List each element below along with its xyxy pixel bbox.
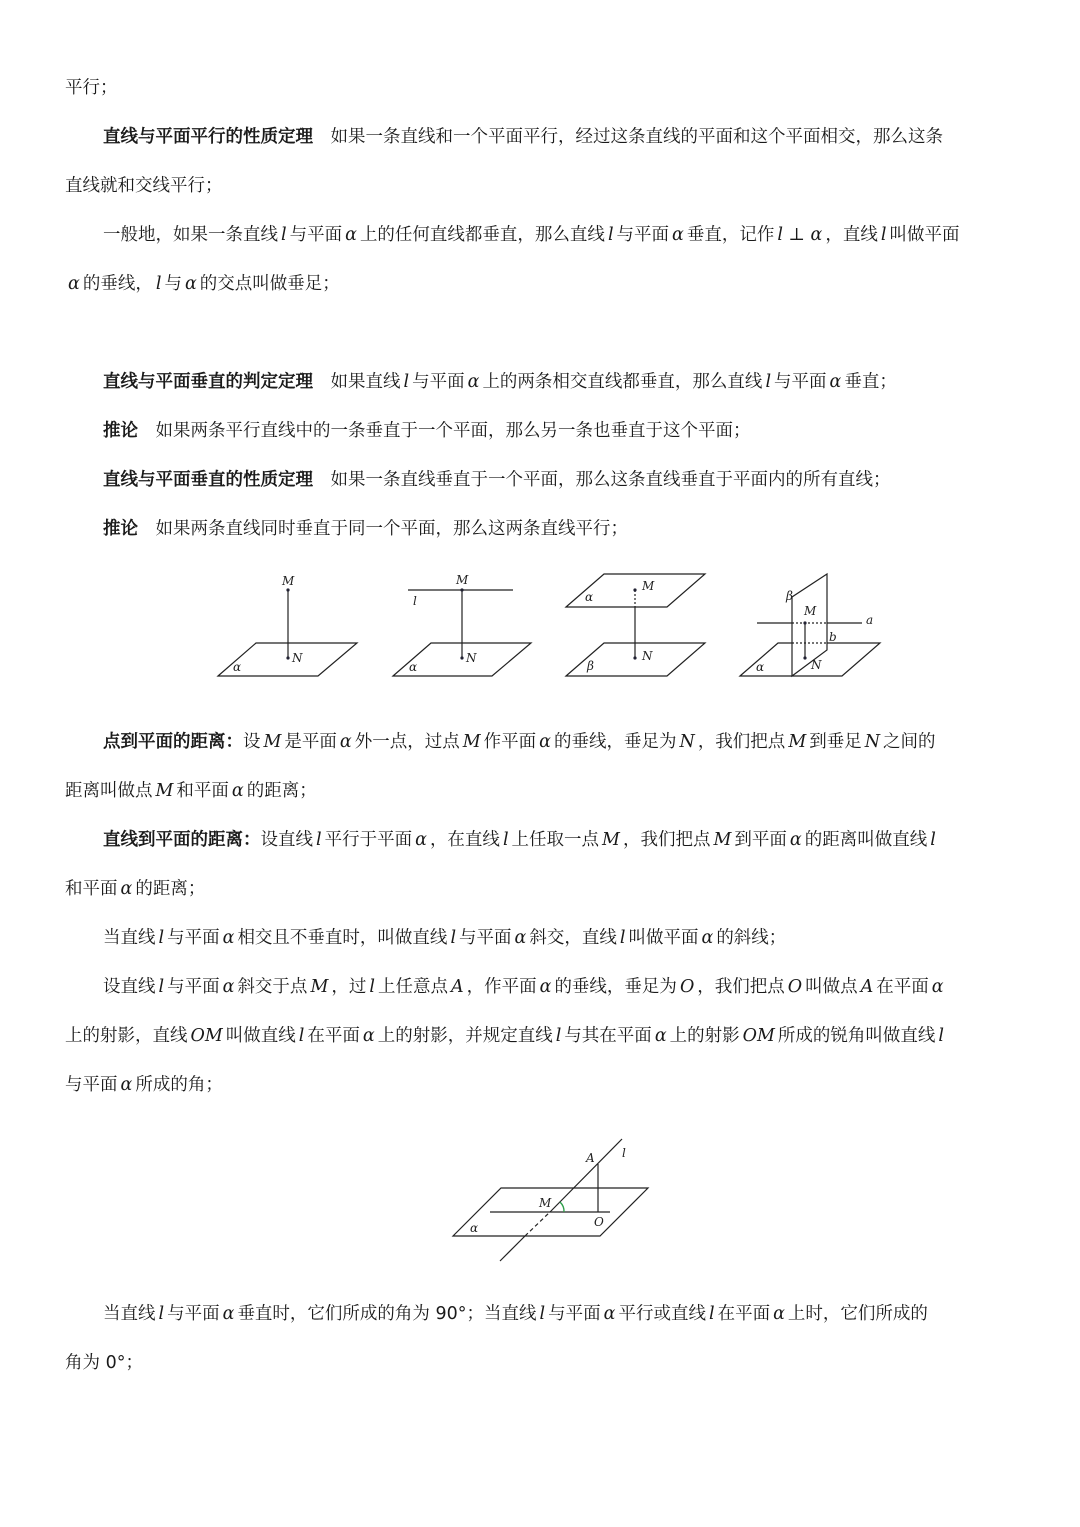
figure-1 <box>65 560 1030 724</box>
math-symbol: M <box>155 781 174 801</box>
text-line <box>65 266 1030 315</box>
label-beta: β <box>786 589 793 603</box>
body-text: 与平面 <box>167 928 220 948</box>
label-M: M <box>804 604 817 618</box>
body-text: 的距离； <box>246 781 317 801</box>
text-line <box>65 168 1030 217</box>
body-text: 上任取一点 <box>511 830 600 850</box>
body-text: ，我们把点 <box>697 977 785 997</box>
math-symbol: l <box>765 372 772 392</box>
math-symbol: l <box>158 977 165 997</box>
body-text: 垂直，记作 <box>686 225 775 245</box>
label-b: b <box>829 630 837 644</box>
math-symbol: α <box>672 225 684 245</box>
math-symbol: α <box>539 732 551 752</box>
label-N: N <box>642 649 653 663</box>
body-text: 垂直； <box>844 372 897 392</box>
figure-perpendicular-distance-cases <box>65 560 1030 724</box>
body-text: 与其在平面 <box>564 1026 652 1046</box>
math-symbol: α <box>362 1026 375 1046</box>
theorem-heading: 推论 <box>103 421 138 441</box>
body-text: 直线就和交线平行； <box>65 176 223 196</box>
math-symbol: l <box>619 928 626 948</box>
body-text: 如果两条直线同时垂直于同一个平面，那么这两条直线平行； <box>138 519 628 539</box>
body-text: 上的两条相交直线都垂直，那么直线 <box>482 372 763 392</box>
text-line <box>65 1296 1030 1345</box>
text-line <box>65 413 1030 462</box>
body-text: 垂直时，它们所成的角为 90°；当直线 <box>237 1304 537 1324</box>
math-symbol: O <box>787 977 803 997</box>
math-symbol: M <box>462 732 481 752</box>
math-symbol: α <box>514 928 527 948</box>
label-l: l <box>622 1146 626 1160</box>
text-line <box>65 217 1030 266</box>
body-text: 和平面 <box>65 879 118 899</box>
math-symbol: l <box>930 830 936 850</box>
text-line <box>65 364 1030 413</box>
math-symbol: M <box>713 830 732 850</box>
label-alpha: α <box>409 660 418 674</box>
label-A: A <box>586 1151 595 1165</box>
label-alpha: α <box>585 590 594 604</box>
math-symbol: N <box>864 732 881 752</box>
math-symbol: l <box>155 274 162 294</box>
body-text: 当直线 <box>103 928 156 948</box>
text-line <box>65 773 1030 822</box>
math-symbol: M <box>263 732 282 752</box>
body-text: 一般地，如果一条直线 <box>103 225 278 245</box>
math-symbol: l <box>403 372 410 392</box>
text-line <box>65 822 1030 871</box>
math-symbol: α <box>701 928 714 948</box>
label-M: M <box>642 579 655 593</box>
label-alpha: α <box>756 660 765 674</box>
body-text: ，我们把点 <box>622 830 711 850</box>
label-alpha: α <box>470 1221 479 1235</box>
math-symbol: l <box>708 1304 715 1324</box>
math-symbol: OM <box>190 1026 223 1046</box>
math-symbol: l <box>555 1026 562 1046</box>
body-text: 上的射影，并规定直线 <box>377 1026 553 1046</box>
body-text: 与平面 <box>65 1075 118 1095</box>
blank-line <box>65 315 1030 364</box>
math-symbol: l <box>281 225 287 245</box>
math-symbol: l <box>502 830 509 850</box>
math-symbol: α <box>222 977 235 997</box>
math-symbol: α <box>654 1026 667 1046</box>
label-M: M <box>456 573 469 587</box>
label-N: N <box>292 651 303 665</box>
body-text: 与平面 <box>167 1304 220 1324</box>
body-text: 角为 0°； <box>65 1353 143 1373</box>
math-symbol: A <box>450 977 464 997</box>
body-text: 平行； <box>65 78 118 98</box>
body-text: 如果一条直线和一个平面平行，经过这条直线的平面和这个平面相交，那么这条 <box>313 127 943 147</box>
document-body <box>65 70 1030 1394</box>
label-O: O <box>594 1215 604 1229</box>
label-N: N <box>466 651 477 665</box>
math-symbol: M <box>602 830 620 850</box>
math-symbol: α <box>829 372 842 392</box>
math-symbol: l <box>539 1304 546 1324</box>
panel-line-plane <box>393 573 531 676</box>
body-text: 所成的角； <box>135 1075 223 1095</box>
text-line <box>65 1067 1030 1116</box>
body-text: 和平面 <box>176 781 229 801</box>
body-text: 设 <box>243 732 261 752</box>
figure-line-plane-angle <box>65 1116 1030 1296</box>
body-text: 与平面 <box>459 928 512 948</box>
math-symbol: l <box>369 977 375 997</box>
body-text: 在平面 <box>876 977 929 997</box>
body-text: 的交点叫做垂足； <box>199 274 340 294</box>
label-l: l <box>413 594 417 608</box>
body-text: 与 <box>164 274 182 294</box>
math-symbol: α <box>120 879 133 899</box>
body-text: 设直线 <box>260 830 313 850</box>
text-line <box>65 119 1030 168</box>
math-symbol: α <box>603 1304 616 1324</box>
math-symbol: M <box>788 732 807 752</box>
panel-skew-lines <box>740 574 880 676</box>
body-text: 如果直线 <box>313 372 401 392</box>
body-text: 上的任何直线都垂直，那么直线 <box>359 225 605 245</box>
body-text: 的距离叫做直线 <box>804 830 928 850</box>
body-text: 外一点，过点 <box>354 732 460 752</box>
math-symbol: l <box>607 225 614 245</box>
math-symbol: α <box>222 928 235 948</box>
body-text: 相交且不垂直时，叫做直线 <box>237 928 448 948</box>
theorem-heading: 推论 <box>103 519 138 539</box>
theorem-heading: 直线与平面平行的性质定理 <box>103 127 313 147</box>
text-line <box>65 920 1030 969</box>
body-text: 与平面 <box>289 225 343 245</box>
math-symbol: α <box>931 977 944 997</box>
body-text: 上时，它们所成的 <box>787 1304 928 1324</box>
body-text: 与平面 <box>774 372 827 392</box>
label-M: M <box>539 1196 552 1210</box>
body-text: 如果两条平行直线中的一条垂直于一个平面，那么另一条也垂直于这个平面； <box>138 421 751 441</box>
body-text: 到平面 <box>734 830 787 850</box>
theorem-heading: 直线与平面垂直的判定定理 <box>103 372 313 392</box>
figure-2 <box>65 1116 1030 1296</box>
body-text: ，直线 <box>825 225 878 245</box>
text-line <box>65 70 1030 119</box>
math-symbol: A <box>860 977 874 997</box>
label-a: a <box>866 613 874 627</box>
math-symbol: α <box>231 781 244 801</box>
body-text: 到垂足 <box>809 732 862 752</box>
math-symbol: M <box>310 977 329 997</box>
math-symbol: l <box>316 830 322 850</box>
body-text: 在平面 <box>307 1026 360 1046</box>
body-text: 设直线 <box>103 977 156 997</box>
math-symbol: α <box>222 1304 235 1324</box>
panel-parallel-planes <box>566 574 705 676</box>
body-text: ，过 <box>331 977 367 997</box>
label-alpha: α <box>233 660 242 674</box>
body-text: 斜交于点 <box>237 977 308 997</box>
body-text: 斜交，直线 <box>529 928 617 948</box>
math-symbol: α <box>120 1075 133 1095</box>
theorem-heading: 直线到平面的距离： <box>103 830 261 850</box>
body-text: ，我们把点 <box>697 732 786 752</box>
body-text: 的距离； <box>135 879 206 899</box>
body-text: 与平面 <box>616 225 670 245</box>
math-symbol: l <box>298 1026 305 1046</box>
body-text: 之间的 <box>883 732 936 752</box>
math-symbol: l <box>938 1026 945 1046</box>
body-text: 叫做平面 <box>889 225 960 245</box>
label-beta: β <box>587 659 594 673</box>
text-line <box>65 871 1030 920</box>
text-line <box>65 1018 1030 1067</box>
body-text: 作平面 <box>483 732 537 752</box>
math-symbol: l <box>880 225 887 245</box>
math-symbol: α <box>345 225 357 245</box>
body-text: 如果一条直线垂直于一个平面，那么这条直线垂直于平面内的所有直线； <box>313 470 891 490</box>
body-text: ，作平面 <box>466 977 537 997</box>
math-symbol: l <box>158 1304 165 1324</box>
body-text: 距离叫做点 <box>65 781 153 801</box>
math-symbol: N <box>679 732 695 752</box>
body-text: 所成的锐角叫做直线 <box>777 1026 936 1046</box>
math-symbol: α <box>415 830 427 850</box>
label-N: N <box>811 658 822 672</box>
body-text: 与平面 <box>412 372 465 392</box>
text-line <box>65 969 1030 1018</box>
body-text: 当直线 <box>103 1304 156 1324</box>
body-text: 平行或直线 <box>618 1304 706 1324</box>
math-symbol: α <box>789 830 802 850</box>
math-symbol: α <box>68 274 80 294</box>
text-line <box>65 511 1030 560</box>
body-text: 是平面 <box>284 732 337 752</box>
theorem-heading: 直线与平面垂直的性质定理 <box>103 470 313 490</box>
math-symbol: l ⊥ α <box>777 225 823 245</box>
body-text: 上的射影，直线 <box>65 1026 188 1046</box>
body-text: 上的射影 <box>669 1026 740 1046</box>
math-symbol: α <box>184 274 197 294</box>
label-M: M <box>282 574 295 588</box>
body-text: 叫做点 <box>805 977 858 997</box>
body-text: 叫做直线 <box>225 1026 296 1046</box>
theorem-heading: 点到平面的距离： <box>103 732 243 752</box>
body-text: 的斜线； <box>716 928 787 948</box>
math-symbol: l <box>450 928 457 948</box>
text-line <box>65 724 1030 773</box>
math-symbol: OM <box>742 1026 775 1046</box>
body-text: 的垂线，垂足为 <box>554 977 677 997</box>
math-symbol: α <box>467 372 480 392</box>
body-text: 上任意点 <box>377 977 448 997</box>
body-text: 叫做平面 <box>628 928 699 948</box>
body-text: 与平面 <box>548 1304 601 1324</box>
body-text: 在平面 <box>717 1304 771 1324</box>
text-line <box>65 462 1030 511</box>
math-symbol: α <box>773 1304 785 1324</box>
body-text: 平行于平面 <box>324 830 413 850</box>
body-text: 的垂线， <box>82 274 153 294</box>
body-text: 与平面 <box>167 977 220 997</box>
math-symbol: α <box>339 732 352 752</box>
body-text: ，在直线 <box>429 830 500 850</box>
math-symbol: l <box>158 928 165 948</box>
text-line <box>65 1345 1030 1394</box>
math-symbol: α <box>539 977 552 997</box>
panel-point-plane <box>218 574 357 676</box>
math-symbol: O <box>679 977 695 997</box>
body-text: 的垂线，垂足为 <box>554 732 677 752</box>
